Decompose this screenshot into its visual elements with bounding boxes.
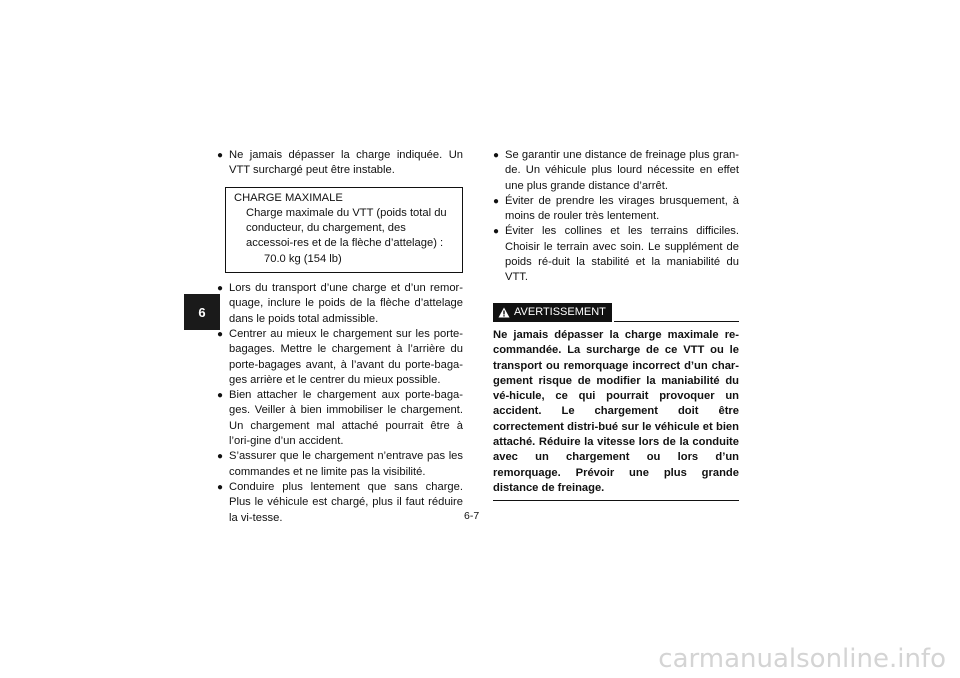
right-column bbox=[493, 148, 739, 501]
watermark: carmanualsonline.info bbox=[658, 644, 946, 674]
divider bbox=[614, 321, 739, 322]
list-item bbox=[217, 449, 463, 480]
warning-badge bbox=[493, 303, 612, 322]
list-item-text: Centrer au mieux le chargement sur les porte-bagages. Mettre le chargement à l’arrière du porte-bagages avant, à l’avant du porte-baga-ges arrière et le centrer du mieux possible. bbox=[229, 327, 463, 386]
list-item-text: Conduire plus lentement que sans charge. Plus le véhicule est chargé, plus il faut réduire la vi-tesse. bbox=[229, 480, 463, 524]
list-item-text: Se garantir une distance de freinage plus gran-de. Un véhicule plus lourd nécessite en effet une plus grande distance d’arrêt. bbox=[505, 149, 739, 192]
warning-text: Ne jamais dépasser la charge maximale re-commandée. La surcharge de ce VTT ou le transport ou remorquage incorrect d’un char-gement risque de modifier la maniabilité du vé-hicule, ce qui pourrait provoquer un accident. Le chargement doit être correctement distri-bué sur le véhicule et bien attaché. Réduire la vitesse lors de la conduite avec un chargement ou lors d’un remorquage. Prévoir une plus grande distance de freinage. bbox=[493, 328, 739, 501]
page-number: 6-7 bbox=[464, 510, 480, 522]
warning-header bbox=[493, 303, 739, 322]
box-value: 70.0 kg (154 lb) bbox=[264, 252, 342, 265]
list-item bbox=[217, 388, 463, 449]
bullet-icon: ● bbox=[217, 150, 224, 161]
box-title: CHARGE MAXIMALE bbox=[234, 191, 343, 204]
list-item-text: S’assurer que le chargement n’entrave pas les commandes et ne limite pas la visibilité. bbox=[229, 450, 463, 478]
bullet-icon: ● bbox=[493, 195, 500, 207]
list-item bbox=[217, 281, 463, 327]
bullet-icon: ● bbox=[217, 328, 224, 340]
list-item bbox=[217, 148, 463, 179]
bullet-icon: ● bbox=[217, 283, 224, 295]
section-tab: 6 bbox=[184, 294, 220, 330]
list-item bbox=[493, 224, 739, 285]
list-item-text: Lors du transport d’une charge et d’un remor-quage, inclure le poids de la flèche d’attelage dans le poids total admissible. bbox=[229, 282, 463, 325]
left-column bbox=[217, 148, 463, 526]
bullet-icon: ● bbox=[217, 451, 224, 463]
list-item bbox=[493, 148, 739, 194]
bullet-icon: ● bbox=[493, 150, 500, 161]
list-item-text: Éviter de prendre les virages brusquement, à moins de rouler très lentement. bbox=[505, 194, 739, 223]
bullet-icon: ● bbox=[493, 226, 500, 238]
bullet-icon: ● bbox=[217, 481, 224, 493]
list-item-text: Éviter les collines et les terrains difficiles. Choisir le terrain avec soin. Le supplément de poids ré-duit la stabilité et la maniabilité du VTT. bbox=[505, 225, 739, 284]
list-item bbox=[217, 480, 463, 526]
bullet-icon: ● bbox=[217, 390, 224, 402]
list-item-text: Bien attacher le chargement aux porte-baga-ges. Veiller à bien immobiliser le chargement. Un chargement mal attaché pourrait être à l’ori-gine d’un accident. bbox=[229, 389, 463, 448]
list-item-text: Ne jamais dépasser la charge indiquée. Un VTT surchargé peut être instable. bbox=[229, 149, 463, 177]
warning-label: AVERTISSEMENT bbox=[514, 305, 606, 318]
list-item bbox=[493, 194, 739, 225]
box-description: Charge maximale du VTT (poids total du conducteur, du chargement, des accessoi-res et de la flèche d’attelage) : bbox=[246, 206, 447, 250]
max-load-box bbox=[225, 187, 463, 273]
warning-triangle-icon bbox=[498, 307, 510, 318]
list-item bbox=[217, 327, 463, 388]
